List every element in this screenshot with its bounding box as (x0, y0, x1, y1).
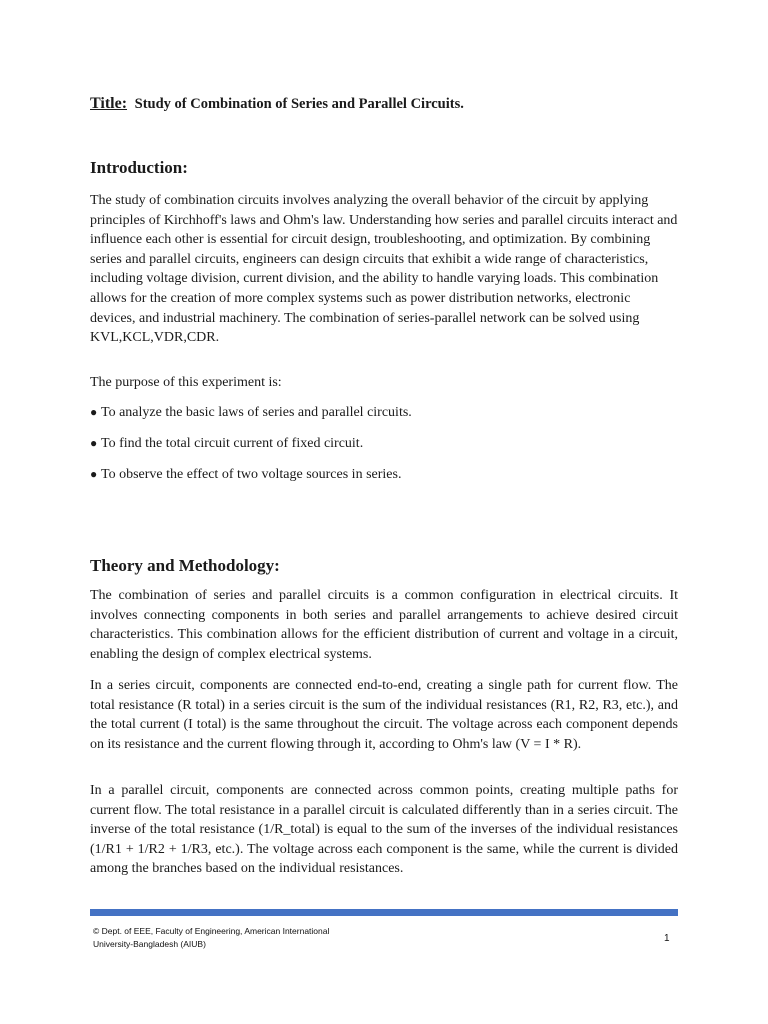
introduction-paragraph: The study of combination circuits involves analyzing the overall behavior of the circuit by applying principles of Kirchhoff's laws and Ohm's law. Understanding how series and parallel circuits interact and influence each other is essential for circuit design, troubleshooting, and optimization. By combining series and parallel circuits, engineers can design circuits that exhibit a wide range of characteristics, including voltage division, current division, and the ability to handle varying loads. This combination allows for the creation of more complex systems such as power distribution networks, electronic devices, and industrial machinery. The combination of series-parallel network can be solved using KVL,KCL,VDR,CDR. (90, 193, 678, 346)
page-number: 1 (664, 933, 670, 944)
bullet-icon: ● (90, 436, 98, 450)
theory-paragraph: The combination of series and parallel circuits is a common configuration in electrical circuits. It involves connecting components in both series and parallel arrangements to achieve desired circuit characteristics. This combination allows for the efficient distribution of current and voltage in a circuit, enabling the design of complex electrical systems. (90, 588, 678, 662)
bullet-icon: ● (90, 467, 98, 481)
bullet-icon: ● (90, 405, 98, 419)
purpose-bullet (90, 403, 678, 423)
bullet-text: To observe the effect of two voltage sources in series. (101, 467, 402, 482)
purpose-bullet (90, 465, 678, 485)
theory-paragraph: In a parallel circuit, components are connected across common points, creating multiple paths for current flow. The total resistance in a parallel circuit is calculated differently than in a series circuit. The inverse of the total resistance (1/R_total) is equal to the sum of the inverses of the individual resistances (1/R1 + 1/R2 + 1/R3, etc.). The voltage across each component is the same, while the current is divided among the branches based on the individual resistances. (90, 783, 678, 877)
footer-copyright (93, 925, 393, 951)
theory-heading: Theory and Methodology: (90, 556, 280, 575)
introduction-heading: Introduction: (90, 158, 188, 177)
footer-line-1: © Dept. of EEE, Faculty of Engineering, American International (93, 926, 330, 936)
bullet-text: To find the total circuit current of fixed circuit. (101, 436, 364, 451)
title-label: Title: (90, 95, 128, 112)
bullet-text: To analyze the basic laws of series and parallel circuits. (101, 405, 412, 420)
theory-paragraph: In a series circuit, components are connected end-to-end, creating a single path for current flow. The total resistance (R total) in a series circuit is the sum of the individual resistances (R1, R2, R3, etc.), and the total current (I total) is the same throughout the circuit. The voltage across each component depends on its resistance and the current flowing through it, according to Ohm's law (V = I * R). (90, 678, 678, 752)
purpose-intro: The purpose of this experiment is: (90, 375, 282, 390)
footer-line-2: University-Bangladesh (AIUB) (93, 939, 206, 949)
purpose-bullet (90, 434, 678, 454)
footer-divider (90, 909, 678, 916)
document-title (90, 95, 690, 113)
title-text: Study of Combination of Series and Parallel Circuits. (134, 96, 464, 112)
